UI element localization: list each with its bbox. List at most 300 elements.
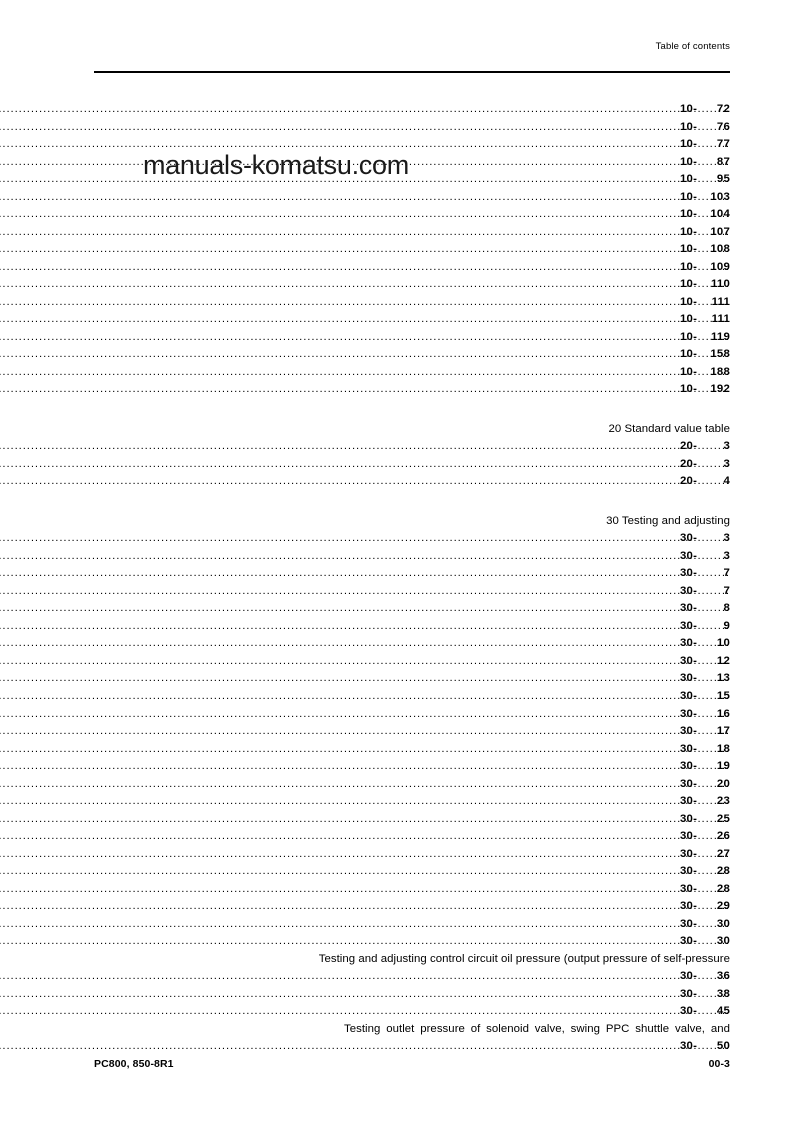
toc-leader-dots bbox=[0, 846, 730, 864]
toc-page-value: 77 bbox=[716, 138, 730, 151]
toc-leader-dots bbox=[0, 723, 730, 741]
toc-leader-dots bbox=[0, 1038, 730, 1056]
toc-page-value: 188 bbox=[710, 365, 730, 378]
toc-page-section: 20- bbox=[680, 457, 698, 470]
toc-page-value: 27 bbox=[716, 847, 730, 860]
toc-entry[interactable] bbox=[0, 793, 794, 811]
toc-entry-body bbox=[0, 951, 794, 969]
toc-entry-body bbox=[0, 101, 794, 119]
toc-page-number bbox=[670, 1003, 730, 1021]
toc-entry-body bbox=[0, 259, 794, 277]
toc-entry[interactable] bbox=[0, 548, 794, 566]
toc-entry-body bbox=[0, 688, 794, 706]
toc-leader-dots bbox=[0, 881, 730, 899]
toc-entry[interactable] bbox=[0, 381, 794, 399]
toc-page-value: 107 bbox=[710, 225, 730, 238]
toc-page-value: 17 bbox=[716, 725, 730, 738]
toc-page-section: 10- bbox=[680, 295, 698, 308]
toc-entry[interactable] bbox=[0, 259, 794, 277]
toc-entry[interactable] bbox=[0, 653, 794, 671]
toc-entry-body bbox=[0, 881, 794, 899]
footer-model-code: PC800, 850-8R1 bbox=[94, 1058, 174, 1070]
toc-section-heading[interactable] bbox=[0, 513, 794, 531]
toc-entry-lead bbox=[0, 916, 730, 934]
toc-entry[interactable] bbox=[0, 206, 794, 224]
toc-page-section: 10- bbox=[680, 330, 698, 343]
toc-entry[interactable] bbox=[0, 119, 794, 137]
toc-page-value: 13 bbox=[716, 672, 730, 685]
toc-page-number bbox=[670, 259, 730, 277]
toc-leader-dots bbox=[0, 438, 730, 456]
toc-page-section: 30- bbox=[680, 795, 698, 808]
toc-page-value: 87 bbox=[716, 155, 730, 168]
toc-page-number bbox=[670, 473, 730, 491]
toc-entry[interactable] bbox=[0, 189, 794, 207]
toc-page-value: 36 bbox=[716, 970, 730, 983]
toc-leader-dots bbox=[0, 600, 730, 618]
toc-entry-body bbox=[0, 311, 794, 329]
toc-leader-dots bbox=[0, 381, 730, 399]
toc-entry[interactable] bbox=[0, 276, 794, 294]
toc-entry-lead bbox=[0, 653, 730, 671]
toc-page-value: 104 bbox=[710, 208, 730, 221]
toc-leader-dots bbox=[0, 828, 730, 846]
toc-leader-dots bbox=[0, 916, 730, 934]
toc-entry-lead bbox=[0, 276, 730, 294]
toc-page-value: 7 bbox=[723, 567, 730, 580]
toc-entry-body bbox=[0, 1038, 794, 1056]
toc-entry[interactable] bbox=[0, 986, 794, 1004]
toc-page-value: 3 bbox=[723, 532, 730, 545]
toc-leader-dots bbox=[0, 741, 730, 759]
toc-leader-dots bbox=[0, 758, 730, 776]
toc-entry[interactable] bbox=[0, 1038, 794, 1056]
toc-entry-body bbox=[0, 548, 794, 566]
toc-leader-dots bbox=[0, 456, 730, 474]
toc-entry[interactable] bbox=[0, 1021, 794, 1039]
toc-entry[interactable] bbox=[0, 898, 794, 916]
toc-page-number bbox=[670, 828, 730, 846]
toc-page-value: 26 bbox=[716, 830, 730, 843]
toc-entry[interactable] bbox=[0, 473, 794, 491]
toc-entry-lead bbox=[0, 635, 730, 653]
toc-entry[interactable] bbox=[0, 776, 794, 794]
toc-page-section: 30- bbox=[680, 637, 698, 650]
toc-entry-body bbox=[0, 968, 794, 986]
toc-entry[interactable] bbox=[0, 758, 794, 776]
toc-entry-lead bbox=[0, 473, 730, 491]
toc-entry-body bbox=[0, 438, 794, 456]
toc-page-value: 29 bbox=[716, 900, 730, 913]
toc-page-value: 3 bbox=[723, 549, 730, 562]
toc-entry-lead bbox=[0, 846, 730, 864]
toc-entry-body bbox=[0, 706, 794, 724]
toc-page-section: 30- bbox=[680, 917, 698, 930]
toc-page-section: 30- bbox=[680, 847, 698, 860]
toc-entry-body bbox=[0, 513, 794, 531]
toc-leader-dots bbox=[0, 101, 730, 119]
toc-entry-body bbox=[0, 776, 794, 794]
toc-page-section: 10- bbox=[680, 260, 698, 273]
toc-page-number bbox=[670, 364, 730, 382]
toc-leader-dots bbox=[0, 898, 730, 916]
toc-leader-dots bbox=[0, 793, 730, 811]
toc-entry[interactable] bbox=[0, 101, 794, 119]
toc-entry-lead bbox=[0, 898, 730, 916]
toc-page-number bbox=[670, 171, 730, 189]
toc-entry-lead bbox=[0, 600, 730, 618]
toc-entry[interactable] bbox=[0, 863, 794, 881]
toc-entry-lead bbox=[0, 189, 730, 207]
toc-entry-lead bbox=[0, 933, 730, 951]
toc-leader-dots bbox=[0, 670, 730, 688]
toc-entry-body bbox=[0, 346, 794, 364]
toc-leader-dots bbox=[0, 311, 730, 329]
toc-page-number bbox=[670, 136, 730, 154]
toc-entry-body bbox=[0, 811, 794, 829]
toc-page-number bbox=[670, 456, 730, 474]
toc-page-number bbox=[670, 311, 730, 329]
toc-page-section: 20- bbox=[680, 440, 698, 453]
toc-entry[interactable] bbox=[0, 294, 794, 312]
toc-page-number bbox=[670, 811, 730, 829]
toc-leader-dots bbox=[0, 473, 730, 491]
toc-page-value: 72 bbox=[716, 103, 730, 115]
toc-page-section: 30- bbox=[680, 602, 698, 615]
toc-page-value: 23 bbox=[716, 795, 730, 808]
toc-leader-dots bbox=[0, 986, 730, 1004]
toc-page-value: 10 bbox=[716, 637, 730, 650]
toc-entry-label: Testing outlet pressure of solenoid valve, swing PPC shuttle valve, and bbox=[343, 1022, 730, 1035]
toc-page-section: 30- bbox=[680, 900, 698, 913]
page-footer bbox=[0, 1058, 794, 1088]
toc-entry-lead bbox=[0, 618, 730, 636]
toc-entry[interactable] bbox=[0, 723, 794, 741]
toc-page-section: 10- bbox=[680, 365, 698, 378]
toc-page-number bbox=[670, 346, 730, 364]
toc-page-number bbox=[670, 206, 730, 224]
toc-entry-lead bbox=[0, 968, 730, 986]
toc-entry-body bbox=[0, 600, 794, 618]
toc-entry[interactable] bbox=[0, 346, 794, 364]
toc-leader-dots bbox=[0, 346, 730, 364]
page-header bbox=[0, 0, 794, 80]
toc-entry-body bbox=[0, 635, 794, 653]
toc-page-section: 30- bbox=[680, 619, 698, 632]
toc-leader-dots bbox=[0, 933, 730, 951]
toc-page-value: 16 bbox=[716, 707, 730, 720]
toc-entry[interactable] bbox=[0, 881, 794, 899]
toc-entry-lead bbox=[606, 513, 730, 531]
toc-entry[interactable] bbox=[0, 241, 794, 259]
toc-page-section: 30- bbox=[680, 567, 698, 580]
toc-entry-body bbox=[0, 583, 794, 601]
toc-entry-body bbox=[0, 530, 794, 548]
toc-entry-label: 20 Standard value table bbox=[608, 422, 730, 435]
toc-leader-dots bbox=[0, 618, 730, 636]
toc-entry-lead bbox=[0, 101, 730, 119]
toc-entry-body bbox=[0, 189, 794, 207]
toc-entry-lead bbox=[0, 828, 730, 846]
toc-entry[interactable] bbox=[0, 530, 794, 548]
toc-entry-lead bbox=[344, 1021, 730, 1039]
toc-page-value: 95 bbox=[716, 173, 730, 186]
toc-page-number bbox=[670, 723, 730, 741]
toc-page-value: 25 bbox=[716, 812, 730, 825]
toc-entry-lead bbox=[0, 548, 730, 566]
toc-page-number bbox=[670, 101, 730, 119]
toc-entry-body bbox=[0, 456, 794, 474]
toc-page-number bbox=[670, 653, 730, 671]
toc-entry-body bbox=[0, 793, 794, 811]
toc-entry-lead bbox=[0, 259, 730, 277]
toc-page-value: 103 bbox=[710, 190, 730, 203]
toc-entry[interactable] bbox=[0, 670, 794, 688]
toc-leader-dots bbox=[0, 653, 730, 671]
toc-page-number bbox=[670, 916, 730, 934]
toc-entry-lead bbox=[0, 241, 730, 259]
toc-page-number bbox=[670, 688, 730, 706]
toc-entry-lead bbox=[0, 456, 730, 474]
toc-page-number bbox=[670, 241, 730, 259]
toc-page-section: 30- bbox=[680, 549, 698, 562]
toc-entry[interactable] bbox=[0, 600, 794, 618]
toc-page-value: 7 bbox=[723, 584, 730, 597]
toc-page-value: 30 bbox=[716, 935, 730, 948]
toc-page-number bbox=[670, 548, 730, 566]
toc-entry[interactable] bbox=[0, 583, 794, 601]
toc-entry[interactable] bbox=[0, 329, 794, 347]
toc-page-value: 4 bbox=[723, 475, 730, 488]
toc-entry-body bbox=[0, 933, 794, 951]
toc-page-section: 30- bbox=[680, 532, 698, 545]
toc-entry-body bbox=[0, 364, 794, 382]
toc-page-number bbox=[670, 565, 730, 583]
toc-page-number bbox=[670, 438, 730, 456]
toc-entry-body bbox=[0, 653, 794, 671]
toc-entry-lead bbox=[0, 881, 730, 899]
toc-entry[interactable] bbox=[0, 828, 794, 846]
toc-page-section: 10- bbox=[680, 383, 698, 396]
toc-leader-dots bbox=[0, 635, 730, 653]
toc-section-heading[interactable] bbox=[0, 421, 794, 439]
toc-page-number bbox=[670, 881, 730, 899]
toc-page-number bbox=[670, 933, 730, 951]
toc-entry[interactable] bbox=[0, 933, 794, 951]
toc-entry-lead bbox=[0, 206, 730, 224]
toc-entry-lead bbox=[0, 311, 730, 329]
toc-page-value: 50 bbox=[716, 1040, 730, 1053]
toc-entry-body bbox=[0, 381, 794, 399]
toc-entry-lead bbox=[609, 421, 730, 439]
toc-leader-dots bbox=[0, 294, 730, 312]
toc-entry-lead bbox=[0, 776, 730, 794]
toc-page-number bbox=[670, 968, 730, 986]
toc-leader-dots bbox=[0, 706, 730, 724]
toc-page-section: 30- bbox=[680, 742, 698, 755]
toc-entry[interactable] bbox=[0, 1003, 794, 1021]
toc-page-value: 110 bbox=[711, 278, 730, 291]
table-of-contents bbox=[0, 101, 794, 1056]
toc-page-number bbox=[670, 776, 730, 794]
toc-entry-lead bbox=[0, 583, 730, 601]
toc-page-section: 30- bbox=[680, 812, 698, 825]
toc-entry[interactable] bbox=[0, 618, 794, 636]
toc-page-section: 20- bbox=[680, 475, 698, 488]
toc-page-value: 38 bbox=[716, 987, 730, 1000]
toc-page-number bbox=[670, 530, 730, 548]
toc-entry-body bbox=[0, 241, 794, 259]
toc-page-number bbox=[670, 224, 730, 242]
toc-page-section: 10- bbox=[680, 120, 698, 133]
toc-entry-lead bbox=[0, 688, 730, 706]
toc-entry-lead bbox=[0, 1003, 730, 1021]
toc-page-section: 10- bbox=[680, 278, 698, 291]
toc-page-section: 30- bbox=[680, 689, 698, 702]
toc-entry[interactable] bbox=[0, 364, 794, 382]
toc-entry-body bbox=[0, 898, 794, 916]
watermark: manuals-komatsu.com bbox=[143, 150, 409, 180]
toc-entry-body bbox=[0, 224, 794, 242]
toc-entry[interactable] bbox=[0, 224, 794, 242]
toc-leader-dots bbox=[0, 688, 730, 706]
toc-page-value: 9 bbox=[723, 619, 730, 632]
toc-leader-dots bbox=[0, 189, 730, 207]
toc-page-section: 30- bbox=[680, 865, 698, 878]
toc-entry-lead bbox=[0, 346, 730, 364]
toc-entry-lead bbox=[0, 119, 730, 137]
toc-page-section: 30- bbox=[680, 584, 698, 597]
toc-page-section: 30- bbox=[680, 970, 698, 983]
toc-page-value: 111 bbox=[711, 295, 730, 308]
toc-page-number bbox=[670, 706, 730, 724]
toc-entry-body bbox=[0, 206, 794, 224]
toc-leader-dots bbox=[0, 364, 730, 382]
toc-page-value: 3 bbox=[723, 457, 730, 470]
toc-page-number bbox=[670, 294, 730, 312]
footer-page-number: 00-3 bbox=[708, 1058, 730, 1070]
toc-entry-body bbox=[0, 723, 794, 741]
toc-page-number bbox=[670, 670, 730, 688]
toc-page-value: 158 bbox=[710, 348, 730, 361]
toc-entry-body bbox=[0, 670, 794, 688]
toc-leader-dots bbox=[0, 863, 730, 881]
toc-leader-dots bbox=[0, 206, 730, 224]
toc-page-section: 10- bbox=[680, 225, 698, 238]
toc-entry-lead bbox=[0, 758, 730, 776]
toc-page-value: 119 bbox=[711, 330, 730, 343]
page-title: Table of contents bbox=[655, 41, 730, 52]
toc-page-number bbox=[670, 329, 730, 347]
toc-page-section: 10- bbox=[680, 348, 698, 361]
toc-page-number bbox=[670, 863, 730, 881]
toc-page-value: 30 bbox=[716, 917, 730, 930]
toc-page-section: 10- bbox=[680, 243, 698, 256]
toc-entry-body bbox=[0, 473, 794, 491]
toc-page-value: 45 bbox=[716, 1005, 730, 1018]
toc-page-section: 30- bbox=[680, 830, 698, 843]
toc-page-value: 76 bbox=[716, 120, 730, 133]
toc-entry-lead bbox=[0, 329, 730, 347]
toc-page-value: 15 bbox=[716, 689, 730, 702]
toc-entry-lead bbox=[0, 793, 730, 811]
toc-entry[interactable] bbox=[0, 811, 794, 829]
toc-entry[interactable] bbox=[0, 741, 794, 759]
toc-page-section: 10- bbox=[680, 173, 698, 186]
toc-entry-body bbox=[0, 863, 794, 881]
toc-entry-lead bbox=[0, 530, 730, 548]
toc-page-number bbox=[670, 119, 730, 137]
toc-entry[interactable] bbox=[0, 916, 794, 934]
toc-entry-lead bbox=[0, 863, 730, 881]
toc-entry-lead bbox=[0, 741, 730, 759]
toc-entry-lead bbox=[319, 951, 730, 969]
toc-page-section: 30- bbox=[680, 1005, 698, 1018]
toc-entry-lead bbox=[0, 723, 730, 741]
toc-entry[interactable] bbox=[0, 688, 794, 706]
toc-entry[interactable] bbox=[0, 951, 794, 969]
toc-page-value: 3 bbox=[723, 440, 730, 453]
toc-leader-dots bbox=[0, 548, 730, 566]
toc-entry-body bbox=[0, 1003, 794, 1021]
toc-entry-lead bbox=[0, 670, 730, 688]
toc-entry[interactable] bbox=[0, 846, 794, 864]
toc-page-value: 12 bbox=[716, 654, 730, 667]
toc-entry[interactable] bbox=[0, 456, 794, 474]
toc-entry[interactable] bbox=[0, 968, 794, 986]
toc-page-section: 30- bbox=[680, 654, 698, 667]
toc-entry-body bbox=[0, 618, 794, 636]
toc-page-number bbox=[670, 793, 730, 811]
toc-entry-body bbox=[0, 276, 794, 294]
toc-page-value: 18 bbox=[716, 742, 730, 755]
toc-page-number bbox=[670, 1038, 730, 1056]
toc-entry[interactable] bbox=[0, 311, 794, 329]
toc-page-number bbox=[670, 600, 730, 618]
toc-entry-body bbox=[0, 329, 794, 347]
toc-entry-body bbox=[0, 758, 794, 776]
toc-entry-lead bbox=[0, 294, 730, 312]
toc-leader-dots bbox=[0, 776, 730, 794]
toc-entry-lead bbox=[0, 986, 730, 1004]
toc-leader-dots bbox=[0, 583, 730, 601]
toc-entry[interactable] bbox=[0, 565, 794, 583]
toc-entry-lead bbox=[0, 811, 730, 829]
toc-page-section: 30- bbox=[680, 777, 698, 790]
toc-entry-body bbox=[0, 294, 794, 312]
toc-page-value: 8 bbox=[723, 602, 730, 615]
toc-page-number bbox=[670, 154, 730, 172]
toc-entry-lead bbox=[0, 1038, 730, 1056]
toc-page-number bbox=[670, 583, 730, 601]
toc-page-value: 28 bbox=[716, 882, 730, 895]
toc-page-number bbox=[670, 741, 730, 759]
toc-leader-dots bbox=[0, 811, 730, 829]
toc-entry-lead bbox=[0, 706, 730, 724]
toc-entry-body bbox=[0, 986, 794, 1004]
toc-page-section: 30- bbox=[680, 935, 698, 948]
toc-entry[interactable] bbox=[0, 706, 794, 724]
toc-entry[interactable] bbox=[0, 438, 794, 456]
toc-page-number bbox=[670, 189, 730, 207]
toc-entry-lead bbox=[0, 224, 730, 242]
toc-entry[interactable] bbox=[0, 635, 794, 653]
toc-entry-body bbox=[0, 119, 794, 137]
toc-entry-body bbox=[0, 741, 794, 759]
toc-page-value: 28 bbox=[716, 865, 730, 878]
toc-page-section: 10- bbox=[680, 313, 698, 326]
toc-page-section: 30- bbox=[680, 760, 698, 773]
